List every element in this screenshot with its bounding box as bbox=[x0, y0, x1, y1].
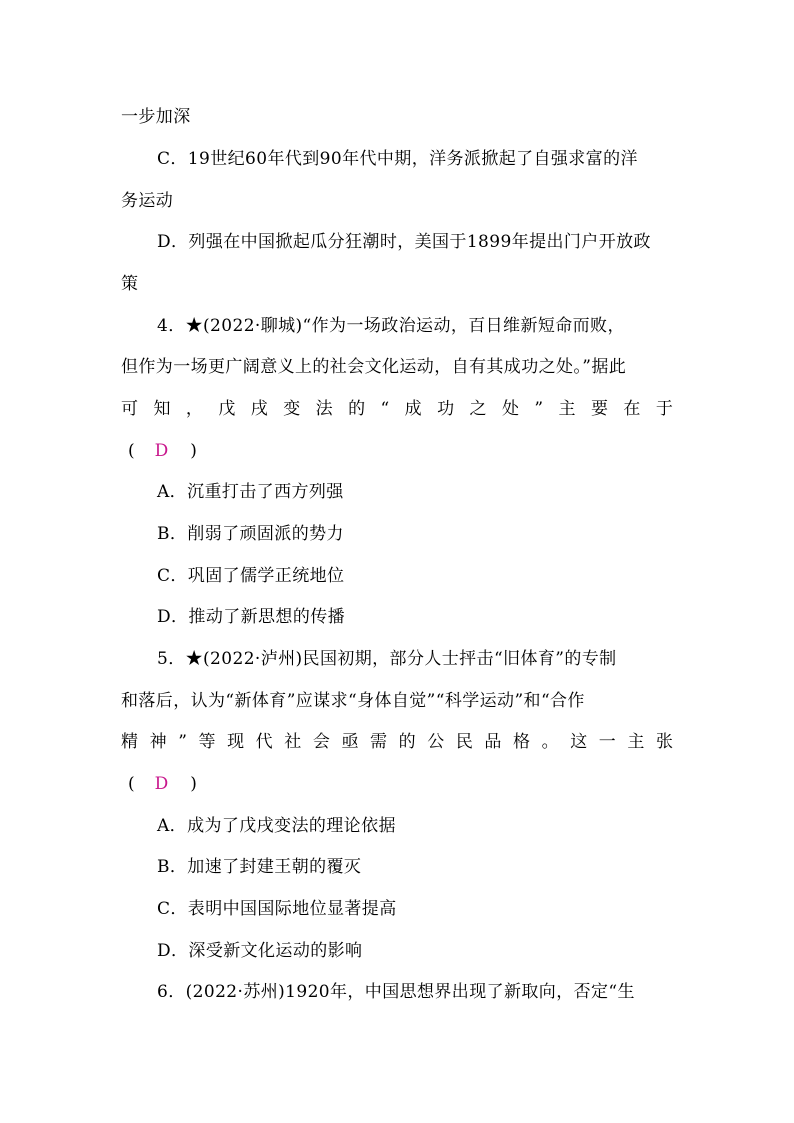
question-4-stem: 4．★(2022·聊城)“作为一场政治运动，百日维新短命而败， bbox=[157, 316, 625, 336]
char: 成 bbox=[404, 399, 422, 419]
char: 要 bbox=[590, 399, 608, 419]
char: 神 bbox=[149, 732, 167, 752]
char: 等 bbox=[198, 732, 216, 752]
option-c: C．表明中国国际地位显著提高 bbox=[157, 899, 397, 919]
char: 。 bbox=[541, 732, 559, 752]
char: “ bbox=[380, 399, 390, 419]
char: 亟 bbox=[341, 732, 359, 752]
char: ， bbox=[185, 399, 203, 419]
option-a: A．沉重打击了西方列强 bbox=[157, 482, 344, 502]
char: 于 bbox=[655, 399, 673, 419]
answer-letter: D bbox=[154, 774, 169, 794]
paren-close: ) bbox=[190, 774, 197, 794]
option-d: D．列强在中国掀起瓜分狂潮时，美国于1899年提出门户开放政 bbox=[157, 232, 651, 252]
text-line: 务运动 bbox=[121, 191, 174, 211]
question-6-stem: 6．(2022·苏州)1920年，中国思想界出现了新取向，否定“生 bbox=[157, 982, 635, 1002]
text-line: 一步加深 bbox=[121, 107, 191, 127]
char: 法 bbox=[315, 399, 333, 419]
paren-close: ) bbox=[190, 441, 197, 461]
char: 可 bbox=[121, 399, 138, 419]
question-4-answer bbox=[128, 439, 197, 463]
char: ” bbox=[178, 732, 187, 752]
char: 的 bbox=[398, 732, 416, 752]
char: 主 bbox=[558, 399, 576, 419]
paren-open: ( bbox=[128, 441, 135, 461]
char: 主 bbox=[627, 732, 645, 752]
question-5-stem-cont: 和落后，认为“新体育”应谋求“身体自觉”“科学运动”和“合作 bbox=[121, 691, 585, 711]
char: 品 bbox=[484, 732, 502, 752]
char: 在 bbox=[623, 399, 641, 419]
char: 代 bbox=[255, 732, 273, 752]
option-c: C．巩固了儒学正统地位 bbox=[157, 566, 345, 586]
char: 一 bbox=[598, 732, 616, 752]
char: 会 bbox=[312, 732, 330, 752]
char: 之 bbox=[469, 399, 487, 419]
char: 社 bbox=[284, 732, 302, 752]
question-5-answer bbox=[128, 772, 197, 796]
question-4-stem-justified bbox=[121, 397, 673, 421]
char: 格 bbox=[513, 732, 531, 752]
char: 民 bbox=[455, 732, 473, 752]
char: 精 bbox=[121, 732, 138, 752]
option-d: D．深受新文化运动的影响 bbox=[157, 941, 363, 961]
char: ” bbox=[534, 399, 544, 419]
paren-open: ( bbox=[128, 774, 135, 794]
option-b: B．削弱了顽固派的势力 bbox=[157, 524, 344, 544]
char: 戌 bbox=[250, 399, 268, 419]
char: 的 bbox=[348, 399, 366, 419]
char: 功 bbox=[437, 399, 455, 419]
char: 公 bbox=[427, 732, 445, 752]
question-5-stem: 5．★(2022·泸州)民国初期，部分人士抨击“旧体育”的专制 bbox=[157, 649, 617, 669]
char: 张 bbox=[655, 732, 673, 752]
answer-letter: D bbox=[154, 441, 169, 461]
option-b: B．加速了封建王朝的覆灭 bbox=[157, 857, 362, 877]
char: 知 bbox=[153, 399, 171, 419]
option-c: C．19世纪60年代到90年代中期，洋务派掀起了自强求富的洋 bbox=[157, 149, 638, 169]
question-5-stem-justified bbox=[121, 730, 673, 754]
question-4-stem-cont: 但作为一场更广阔意义上的社会文化运动，自有其成功之处。”据此 bbox=[121, 357, 627, 377]
char: 这 bbox=[570, 732, 588, 752]
char: 戊 bbox=[218, 399, 236, 419]
option-d: D．推动了新思想的传播 bbox=[157, 607, 346, 627]
char: 处 bbox=[501, 399, 519, 419]
option-a: A．成为了戊戌变法的理论依据 bbox=[157, 816, 396, 836]
text-line: 策 bbox=[121, 274, 139, 294]
char: 需 bbox=[370, 732, 388, 752]
char: 变 bbox=[283, 399, 301, 419]
char: 现 bbox=[227, 732, 245, 752]
